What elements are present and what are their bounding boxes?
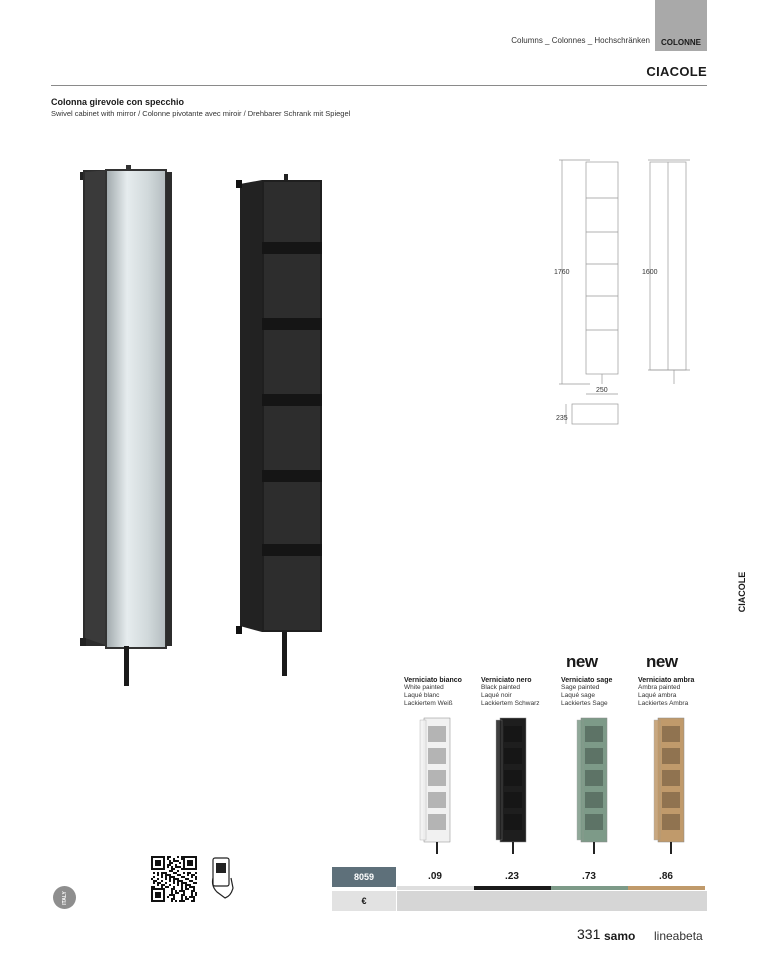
made-in-italy-badge (53, 886, 76, 909)
color-bar-amber (628, 886, 705, 890)
variant-en: Black painted (481, 684, 521, 691)
variant-thumb-white (418, 716, 458, 856)
side-collection-label: CIACOLE (737, 571, 747, 613)
breadcrumb: Columns _ Colonnes _ Hochschränken (511, 36, 650, 45)
page-number: 331 (577, 926, 601, 942)
variant-fr: Laqué ambra (638, 692, 677, 699)
section-tab[interactable] (655, 0, 707, 51)
dim-width: 250 (596, 387, 608, 394)
code-suffix-white: .09 (428, 871, 442, 882)
variant-sage (561, 677, 637, 708)
variant-black (481, 677, 557, 708)
variant-de: Lackiertem Weiß (404, 700, 453, 707)
code-suffix-black: .23 (505, 871, 519, 882)
qr-code[interactable] (151, 856, 197, 902)
variant-name: Verniciato sage (561, 677, 613, 684)
dim-height-total: 1760 (554, 269, 570, 276)
variant-en: White painted (404, 684, 444, 691)
new-badge: new (646, 652, 678, 671)
variant-fr: Laqué noir (481, 692, 512, 699)
color-bar-white (397, 886, 474, 890)
variant-white (404, 677, 480, 708)
color-bar-black (474, 886, 551, 890)
technical-drawing (550, 150, 690, 440)
price-row (397, 891, 707, 911)
variant-de: Lackiertes Sage (561, 700, 608, 707)
section-tab-label: COLONNE (661, 38, 701, 47)
mirror-cabinet-image (70, 160, 190, 690)
variant-de: Lackiertem Schwarz (481, 700, 540, 707)
italy-label: ITALY (61, 890, 68, 905)
open-cabinet-image (228, 170, 338, 680)
product-subtitle: Swivel cabinet with mirror / Colonne pivotante avec miroir / Drehbarer Schrank mit Spiegel (51, 109, 351, 118)
variant-name: Verniciato ambra (638, 677, 695, 684)
variant-name: Verniciato nero (481, 677, 532, 684)
variant-en: Ambra painted (638, 684, 681, 691)
dim-height-body: 1600 (642, 269, 658, 276)
brand-line-logo: lineabeta (654, 929, 703, 943)
phone-scan-icon (210, 856, 236, 900)
new-badge: new (566, 652, 598, 671)
color-bar-sage (551, 886, 628, 890)
variant-fr: Laqué sage (561, 692, 595, 699)
variant-en: Sage painted (561, 684, 600, 691)
header-divider (51, 85, 707, 86)
brand-logo: samo (604, 929, 636, 943)
variant-de: Lackiertes Ambra (638, 700, 689, 707)
article-code: 8059 (332, 867, 396, 887)
variant-fr: Laqué blanc (404, 692, 440, 699)
variant-name: Verniciato bianco (404, 677, 462, 684)
currency-cell: € (332, 891, 396, 911)
collection-title: CIACOLE (646, 64, 707, 79)
variant-thumb-sage (575, 716, 615, 856)
variant-thumb-amber (652, 716, 692, 856)
variant-thumb-black (494, 716, 534, 856)
dim-depth: 235 (556, 415, 568, 422)
side-collection-tab (733, 568, 751, 616)
code-suffix-sage: .73 (582, 871, 596, 882)
code-suffix-amber: .86 (659, 871, 673, 882)
product-title: Colonna girevole con specchio (51, 97, 185, 107)
variant-amber (638, 677, 714, 708)
